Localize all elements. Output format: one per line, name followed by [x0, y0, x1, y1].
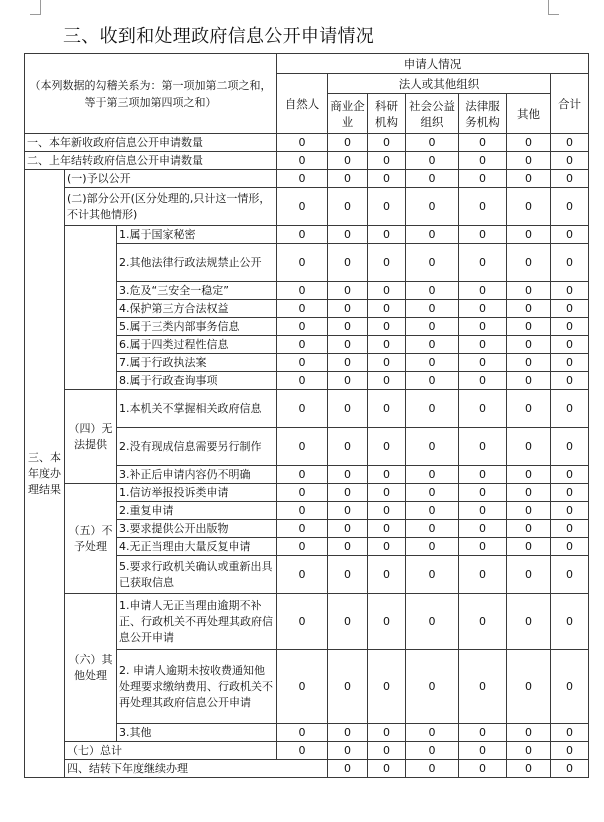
cell-value: 0	[507, 742, 551, 760]
cell-value: 0	[406, 428, 459, 466]
cell-value: 0	[507, 650, 551, 724]
cell-value: 0	[459, 594, 507, 650]
cell-value: 0	[328, 244, 368, 282]
header-applicant-info: 申请人情况	[277, 54, 589, 74]
page-corner-mark-left	[30, 0, 41, 15]
cell-value: 0	[507, 170, 551, 188]
row-label: 2.重复申请	[117, 502, 277, 520]
cell-value: 0	[368, 282, 406, 300]
cell-value: 0	[368, 650, 406, 724]
cell-value: 0	[368, 502, 406, 520]
group-5-label: （五）不予处理	[65, 484, 117, 594]
cell-value: 0	[328, 538, 368, 556]
cell-value: 0	[551, 594, 589, 650]
cell-value: 0	[507, 318, 551, 336]
row-label: 1.本机关不掌握相关政府信息	[117, 390, 277, 428]
cell-value: 0	[459, 226, 507, 244]
table-row	[25, 390, 589, 428]
cell-value: 0	[507, 354, 551, 372]
cell-value: 0	[406, 152, 459, 170]
row-label: 6.属于四类过程性信息	[117, 336, 277, 354]
cell-value: 0	[277, 300, 328, 318]
cell-value: 0	[277, 502, 328, 520]
section-3-label: 三、本年度办理结果	[25, 170, 65, 778]
row-label: 1.申请人无正当理由逾期不补正、行政机关不再处理其政府信息公开申请	[117, 594, 277, 650]
cell-value: 0	[406, 724, 459, 742]
table-row	[25, 188, 589, 226]
cell-value: 0	[459, 760, 507, 778]
cell-value: 0	[277, 556, 328, 594]
header-legal-or-other: 法人或其他组织	[328, 74, 551, 94]
disclosure-table	[24, 53, 589, 778]
cell-value: 0	[328, 594, 368, 650]
cell-value: 0	[507, 594, 551, 650]
cell-value: 0	[551, 520, 589, 538]
cell-value: 0	[406, 336, 459, 354]
cell-value: 0	[507, 724, 551, 742]
cell-value: 0	[507, 188, 551, 226]
cell-value: 0	[459, 428, 507, 466]
cell-value: 0	[406, 466, 459, 484]
table-row	[25, 134, 589, 152]
row-label: (一)予以公开	[65, 170, 277, 188]
row-label: 4.无正当理由大量反复申请	[117, 538, 277, 556]
cell-value: 0	[328, 556, 368, 594]
cell-value: 0	[507, 538, 551, 556]
cell-value: 0	[459, 724, 507, 742]
cell-value: 0	[507, 502, 551, 520]
cell-value: 0	[551, 538, 589, 556]
cell-value: 0	[368, 428, 406, 466]
table-note: （本列数据的勾稽关系为：第一项加第二项之和，等于第三项加第四项之和）	[25, 54, 277, 134]
cell-value: 0	[406, 760, 459, 778]
cell-value: 0	[551, 428, 589, 466]
cell-value: 0	[277, 484, 328, 502]
header-social-welfare: 社会公益组织	[406, 94, 459, 134]
cell-value: 0	[277, 170, 328, 188]
cell-value: 0	[328, 520, 368, 538]
cell-value: 0	[406, 318, 459, 336]
cell-value: 0	[406, 134, 459, 152]
cell-value: 0	[406, 484, 459, 502]
cell-value: 0	[328, 300, 368, 318]
page-title: 三、收到和处理政府信息公开申请情况	[63, 26, 375, 47]
cell-value: 0	[459, 742, 507, 760]
cell-value: 0	[406, 538, 459, 556]
cell-value: 0	[459, 538, 507, 556]
cell-value: 0	[406, 282, 459, 300]
row-label: 2.没有现成信息需要另行制作	[117, 428, 277, 466]
cell-value: 0	[368, 742, 406, 760]
cell-value: 0	[406, 594, 459, 650]
cell-value: 0	[406, 520, 459, 538]
cell-value: 0	[507, 484, 551, 502]
cell-value: 0	[551, 354, 589, 372]
cell-value: 0	[507, 152, 551, 170]
cell-value: 0	[459, 466, 507, 484]
cell-value: 0	[406, 354, 459, 372]
cell-value: 0	[507, 134, 551, 152]
cell-value: 0	[277, 282, 328, 300]
cell-value: 0	[459, 282, 507, 300]
group-6-label: （六）其他处理	[65, 594, 117, 742]
cell-value: 0	[277, 188, 328, 226]
cell-value: 0	[459, 188, 507, 226]
row-label: 一、本年新收政府信息公开申请数量	[25, 134, 277, 152]
cell-value: 0	[277, 152, 328, 170]
cell-value: 0	[368, 760, 406, 778]
cell-value: 0	[507, 520, 551, 538]
table-row	[25, 152, 589, 170]
cell-value: 0	[368, 134, 406, 152]
cell-value: 0	[368, 466, 406, 484]
cell-value: 0	[328, 226, 368, 244]
cell-value: 0	[277, 134, 328, 152]
cell-value: 0	[459, 152, 507, 170]
row-label: (二)部分公开(区分处理的,只计这一情形，不计其他情形)	[65, 188, 277, 226]
cell-value: 0	[459, 134, 507, 152]
cell-value: 0	[459, 354, 507, 372]
cell-value: 0	[551, 318, 589, 336]
cell-value: 0	[328, 466, 368, 484]
cell-value: 0	[406, 188, 459, 226]
cell-value: 0	[328, 484, 368, 502]
page-corner-mark-right	[548, 0, 559, 15]
row-label: 2.其他法律行政法规禁止公开	[117, 244, 277, 282]
cell-value: 0	[328, 170, 368, 188]
cell-value: 0	[328, 134, 368, 152]
cell-value: 0	[406, 502, 459, 520]
cell-value: 0	[459, 502, 507, 520]
cell-value: 0	[459, 520, 507, 538]
cell-value: 0	[368, 336, 406, 354]
table-row	[25, 226, 589, 244]
cell-value: 0	[368, 724, 406, 742]
cell-value: 0	[277, 428, 328, 466]
row-label: 3.危及“三安全一稳定”	[117, 282, 277, 300]
cell-value: 0	[551, 188, 589, 226]
cell-value: 0	[328, 372, 368, 390]
cell-value: 0	[406, 650, 459, 724]
cell-value: 0	[368, 152, 406, 170]
header-other: 其他	[507, 94, 551, 134]
cell-value: 0	[368, 484, 406, 502]
cell-value: 0	[406, 372, 459, 390]
cell-value: 0	[368, 188, 406, 226]
cell-value: 0	[406, 170, 459, 188]
cell-value: 0	[507, 760, 551, 778]
cell-value: 0	[507, 226, 551, 244]
cell-value: 0	[328, 760, 368, 778]
cell-value: 0	[507, 282, 551, 300]
cell-value: 0	[551, 724, 589, 742]
cell-value: 0	[277, 466, 328, 484]
group-4-label: （四）无法提供	[65, 390, 117, 484]
cell-value: 0	[551, 466, 589, 484]
cell-value: 0	[368, 538, 406, 556]
row-label: 3.要求提供公开出版物	[117, 520, 277, 538]
row-label: 3.补正后申请内容仍不明确	[117, 466, 277, 484]
cell-value: 0	[551, 502, 589, 520]
header-legal-service: 法律服务机构	[459, 94, 507, 134]
cell-value: 0	[368, 300, 406, 318]
cell-value: 0	[328, 318, 368, 336]
cell-value: 0	[507, 390, 551, 428]
cell-value: 0	[328, 502, 368, 520]
cell-value: 0	[277, 372, 328, 390]
cell-value: 0	[277, 390, 328, 428]
cell-value: 0	[328, 742, 368, 760]
table-row	[25, 742, 589, 760]
cell-value: 0	[551, 152, 589, 170]
cell-value: 0	[368, 226, 406, 244]
table-row	[25, 170, 589, 188]
cell-value: 0	[328, 428, 368, 466]
cell-value: 0	[406, 390, 459, 428]
header-natural-person: 自然人	[277, 74, 328, 134]
cell-value: 0	[507, 428, 551, 466]
row-label: 1.属于国家秘密	[117, 226, 277, 244]
cell-value: 0	[277, 538, 328, 556]
table-row	[25, 760, 589, 778]
cell-value: 0	[328, 336, 368, 354]
cell-value: 0	[459, 556, 507, 594]
cell-value: 0	[368, 318, 406, 336]
row-label: 四、结转下年度继续办理	[65, 760, 328, 778]
cell-value: 0	[551, 226, 589, 244]
row-label: （七）总计	[65, 742, 277, 760]
row-label: 4.保护第三方合法权益	[117, 300, 277, 318]
cell-value: 0	[328, 724, 368, 742]
cell-value: 0	[277, 318, 328, 336]
cell-value: 0	[328, 650, 368, 724]
cell-value: 0	[406, 244, 459, 282]
row-label: 5.要求行政机关确认或重新出具已获取信息	[117, 556, 277, 594]
header-row-1	[25, 54, 589, 74]
table-row	[25, 484, 589, 502]
cell-value: 0	[328, 282, 368, 300]
cell-value: 0	[406, 742, 459, 760]
cell-value: 0	[551, 134, 589, 152]
cell-value: 0	[507, 556, 551, 594]
row-label: 7.属于行政执法案	[117, 354, 277, 372]
cell-value: 0	[368, 520, 406, 538]
header-research: 科研机构	[368, 94, 406, 134]
cell-value: 0	[368, 594, 406, 650]
group-3-label	[65, 226, 117, 390]
row-label: 3.其他	[117, 724, 277, 742]
cell-value: 0	[551, 336, 589, 354]
cell-value: 0	[368, 354, 406, 372]
cell-value: 0	[459, 244, 507, 282]
cell-value: 0	[459, 372, 507, 390]
cell-value: 0	[277, 520, 328, 538]
cell-value: 0	[277, 226, 328, 244]
cell-value: 0	[459, 336, 507, 354]
cell-value: 0	[277, 336, 328, 354]
cell-value: 0	[459, 650, 507, 724]
cell-value: 0	[551, 760, 589, 778]
cell-value: 0	[459, 390, 507, 428]
cell-value: 0	[551, 742, 589, 760]
cell-value: 0	[277, 742, 328, 760]
cell-value: 0	[551, 650, 589, 724]
cell-value: 0	[459, 170, 507, 188]
cell-value: 0	[406, 300, 459, 318]
header-commercial: 商业企业	[328, 94, 368, 134]
cell-value: 0	[368, 556, 406, 594]
row-label: 1.信访举报投诉类申请	[117, 484, 277, 502]
cell-value: 0	[507, 466, 551, 484]
cell-value: 0	[406, 226, 459, 244]
cell-value: 0	[328, 390, 368, 428]
cell-value: 0	[368, 170, 406, 188]
cell-value: 0	[277, 354, 328, 372]
cell-value: 0	[328, 188, 368, 226]
cell-value: 0	[328, 354, 368, 372]
row-label: 8.属于行政查询事项	[117, 372, 277, 390]
cell-value: 0	[368, 372, 406, 390]
cell-value: 0	[368, 390, 406, 428]
cell-value: 0	[507, 244, 551, 282]
row-label: 二、上年结转政府信息公开申请数量	[25, 152, 277, 170]
cell-value: 0	[459, 318, 507, 336]
cell-value: 0	[551, 556, 589, 594]
cell-value: 0	[507, 336, 551, 354]
cell-value: 0	[551, 282, 589, 300]
cell-value: 0	[459, 484, 507, 502]
cell-value: 0	[406, 556, 459, 594]
cell-value: 0	[368, 244, 406, 282]
row-label: 5.属于三类内部事务信息	[117, 318, 277, 336]
cell-value: 0	[277, 594, 328, 650]
cell-value: 0	[277, 724, 328, 742]
header-total: 合计	[551, 74, 589, 134]
cell-value: 0	[551, 300, 589, 318]
cell-value: 0	[277, 650, 328, 724]
cell-value: 0	[551, 390, 589, 428]
cell-value: 0	[551, 372, 589, 390]
cell-value: 0	[551, 484, 589, 502]
cell-value: 0	[551, 244, 589, 282]
cell-value: 0	[507, 372, 551, 390]
cell-value: 0	[551, 170, 589, 188]
table-row	[25, 594, 589, 650]
row-label: 2. 申请人逾期未按收费通知他处理要求缴纳费用、行政机关不再处理其政府信息公开申请	[117, 650, 277, 724]
cell-value: 0	[328, 152, 368, 170]
cell-value: 0	[507, 300, 551, 318]
cell-value: 0	[459, 300, 507, 318]
cell-value: 0	[277, 244, 328, 282]
